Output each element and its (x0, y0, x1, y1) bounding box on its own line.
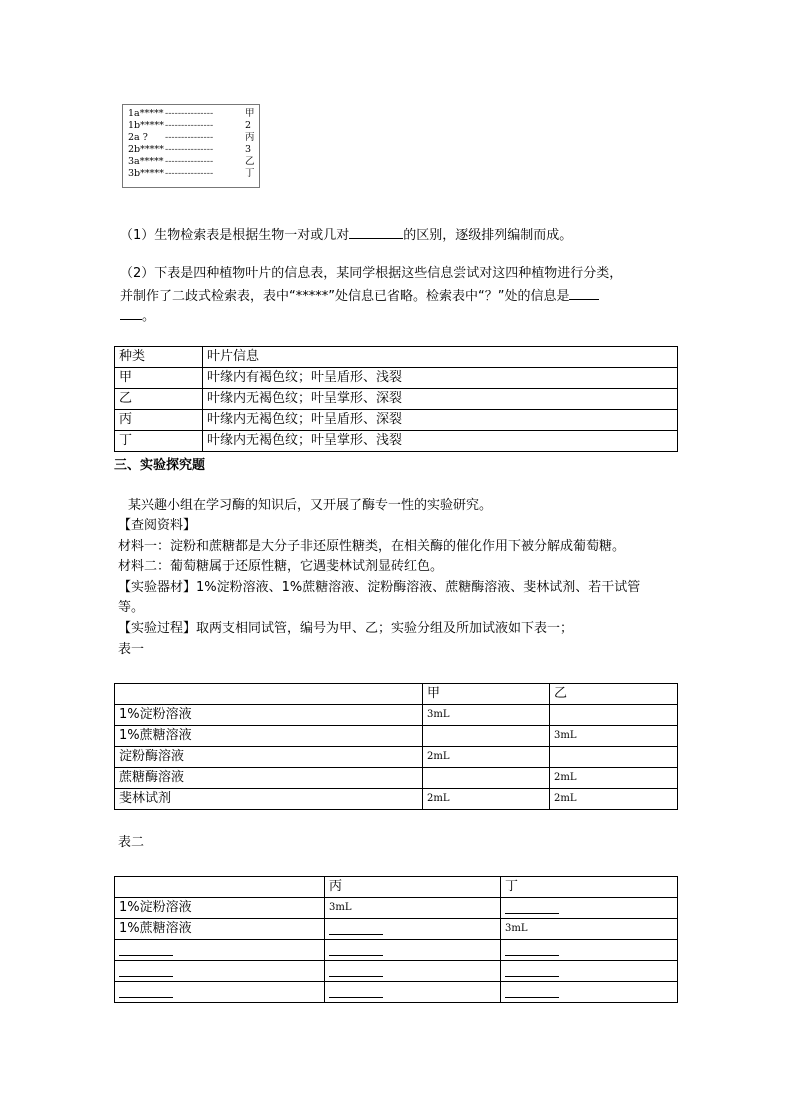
question-1: （1）生物检索表是根据生物一对或几对 的区别，逐级排列编制而成。 (120, 224, 572, 246)
table1-title: 表一 (118, 642, 145, 657)
experiment-table-1 (114, 683, 678, 810)
key-row: 3a***** --------------- 乙 (128, 156, 255, 167)
intro-text: 某兴趣小组在学习酶的知识后，又开展了酶专一性的实验研究。 (128, 498, 493, 513)
table-row: 1%蔗糖溶液 3mL (115, 726, 678, 747)
table-row (115, 961, 678, 982)
answer-blank[interactable] (569, 285, 599, 300)
key-row: 1a***** --------------- 甲 (128, 108, 255, 119)
table-row: 淀粉酶溶液 2mL (115, 747, 678, 768)
question-2-line1: （2）下表是四种植物叶片的信息表，某同学根据这些信息尝试对这四种植物进行分类， (120, 266, 623, 281)
answer-blank[interactable] (329, 985, 383, 998)
table-row (115, 982, 678, 1003)
table2-title: 表二 (118, 835, 145, 850)
equipment-line-2: 等。 (118, 600, 145, 615)
table-header-row: 甲 乙 (115, 684, 678, 705)
key-row: 2b***** --------------- 3 (128, 144, 252, 155)
question-2-line2: 并制作了二歧式检索表，表中“*****”处信息已省略。检索表中“？”处的信息是 (120, 285, 599, 307)
table-row: 丁 叶缘内无褐色纹；叶呈掌形、浅裂 (115, 431, 678, 452)
answer-blank[interactable] (120, 305, 142, 320)
table-row: 1%淀粉溶液 3mL (115, 705, 678, 726)
answer-blank[interactable] (505, 985, 559, 998)
table-row: 甲 叶缘内有褐色纹；叶呈盾形、浅裂 (115, 368, 678, 389)
table-row: 1%淀粉溶液 3mL (115, 898, 678, 919)
answer-blank[interactable] (329, 943, 383, 956)
leaf-info-table (114, 346, 678, 452)
dichotomous-key (122, 104, 260, 188)
material-2: 材料二：葡萄糖属于还原性糖，它遇斐林试剂显砖红色。 (118, 559, 444, 574)
section-title: 三、实验探究题 (114, 458, 206, 473)
key-row: 2a ? --------------- 丙 (128, 132, 255, 143)
answer-blank[interactable] (505, 901, 559, 914)
table-row: 斐林试剂 2mL 2mL (115, 789, 678, 810)
answer-blank[interactable] (329, 922, 383, 935)
table-header-row: 丙 丁 (115, 877, 678, 898)
table-header-row: 种类 叶片信息 (115, 347, 678, 368)
answer-blank[interactable] (505, 964, 559, 977)
key-row: 3b***** --------------- 丁 (128, 168, 255, 179)
table-row: 丙 叶缘内无褐色纹；叶呈盾形、深裂 (115, 410, 678, 431)
answer-blank[interactable] (349, 224, 403, 239)
material-1: 材料一：淀粉和蔗糖都是大分子非还原性糖类，在相关酶的催化作用下被分解成葡萄糖。 (118, 539, 626, 554)
process-text: 【实验过程】取两支相同试管，编号为甲、乙；实验分组及所加试液如下表一； (118, 621, 574, 636)
answer-blank[interactable] (505, 943, 559, 956)
reference-heading: 【查阅资料】 (118, 518, 197, 533)
table-row (115, 940, 678, 961)
answer-blank[interactable] (119, 943, 173, 956)
answer-blank[interactable] (329, 964, 383, 977)
table-row: 乙 叶缘内无褐色纹；叶呈掌形、深裂 (115, 389, 678, 410)
question-2-line3: 。 (120, 305, 155, 327)
key-row: 1b***** --------------- 2 (128, 120, 252, 131)
table-row: 蔗糖酶溶液 2mL (115, 768, 678, 789)
equipment-line-1: 【实验器材】1%淀粉溶液、1%蔗糖溶液、淀粉酶溶液、蔗糖酶溶液、斐林试剂、若干试管 (118, 580, 641, 595)
table-row: 1%蔗糖溶液 3mL (115, 919, 678, 940)
experiment-table-2 (114, 876, 678, 1003)
answer-blank[interactable] (119, 985, 173, 998)
answer-blank[interactable] (119, 964, 173, 977)
